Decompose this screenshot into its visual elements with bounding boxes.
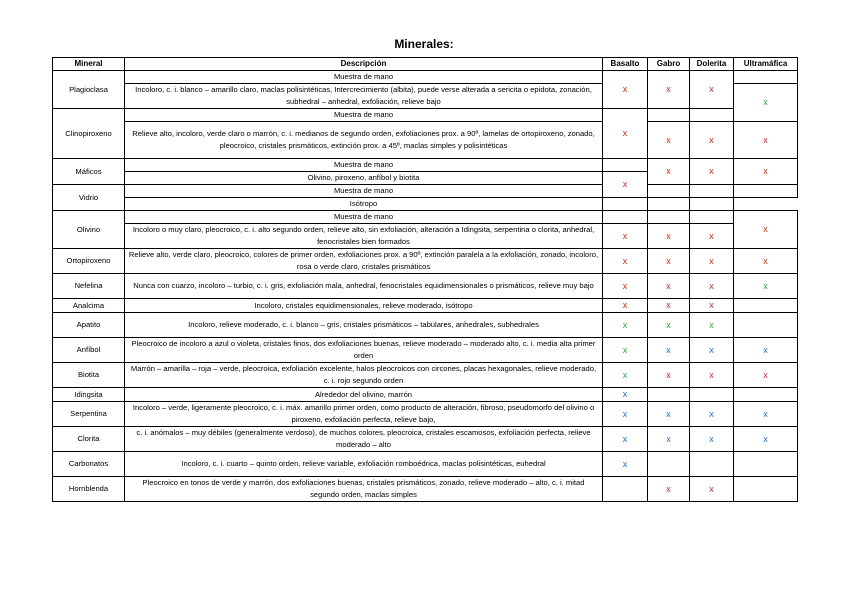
header-ultramafica: Ultramáfica [734, 58, 798, 71]
table-row [53, 185, 798, 198]
mineral-description: Incoloro o muy claro, pleocroico, c. i. alto segundo orden, relieve alto, sin exfoliación, alteración a Idingsita, serpentina o clorita, anhedral, fenocristales bien formados [125, 224, 603, 249]
table-row [53, 198, 798, 211]
mineral-name: Olivino [53, 211, 125, 249]
mark-x: x [763, 280, 768, 291]
mark-x: x [709, 433, 714, 444]
mineral-name: Apatito [53, 313, 125, 338]
mineral-description: c. i. anómalos – muy débiles (generalmente verdoso), de muchos colores, pleocroica, cristales escamosos, exfoliación perfecta, relieve moderado – alto [125, 427, 603, 452]
mark-x: x [763, 369, 768, 380]
mark-x: x [709, 230, 714, 241]
mineral-description: Incoloro – verde, ligeramente pleocroico, c. i. máx. amarillo primer orden, como producto de alteración, fibroso, pseudomorfo del olivino o piroxeno, exfoliación perfecta, relieve bajo, [125, 402, 603, 427]
mark-x: x [709, 280, 714, 291]
mark-x: x [709, 408, 714, 419]
mark-x: x [622, 84, 628, 94]
muestra-de-mano: Muestra de mano [125, 185, 603, 198]
mark-x: x [666, 408, 671, 419]
mineral-description: Isótropo [125, 198, 603, 211]
mineral-name: Ortopiroxeno [53, 249, 125, 274]
mineral-name: Clinopiroxeno [53, 109, 125, 159]
page-title: Minerales: [394, 37, 454, 51]
table-row [53, 299, 798, 313]
table-row [53, 122, 798, 159]
mark-x: x [622, 280, 628, 291]
table-row [53, 477, 798, 502]
mark-x: x [763, 433, 768, 444]
table-row [53, 338, 798, 363]
mark-x: x [622, 344, 628, 355]
mark-x: x [709, 300, 714, 310]
table-row [53, 109, 798, 122]
mineral-description: Nunca con cuarzo, incoloro – turbio, c. i. gris, exfoliación mala, anhedral, fenocristales equidimensionales o prismáticos, relieve muy bajo [125, 274, 603, 299]
mineral-description: Incoloro, c. i. cuarto – quinto orden, relieve variable, exfoliación romboédrica, maclas polisintéticas, euhedral [125, 452, 603, 477]
header-descripcion: Descripción [125, 58, 603, 71]
table-row [53, 313, 798, 338]
mark-x: x [763, 255, 768, 266]
table-row [53, 224, 798, 249]
mineral-description: Incoloro, c. i. blanco – amarillo claro, maclas polisintéticas, Intercrecimiento (albita), puede verse alterada a sericita o epidota, zonación, subhedral – anhedral, exfoliación, relieve bajo [125, 84, 603, 109]
table-row [53, 159, 798, 172]
muestra-de-mano: Muestra de mano [125, 109, 603, 122]
mark-x: x [666, 230, 671, 241]
mark-x: x [763, 134, 768, 145]
mark-x: x [709, 319, 714, 330]
header-mineral: Mineral [53, 58, 125, 71]
minerals-table [52, 57, 798, 502]
mark-x: x [666, 300, 671, 310]
muestra-de-mano: Muestra de mano [125, 71, 603, 84]
mineral-description: Marrón – amarilla – roja – verde, pleocroica, exfoliación excelente, halos pleocroicos con circones, placas hexagonales, relieve moderado, c. i. rojo segundo orden [125, 363, 603, 388]
mark-x: x [622, 389, 628, 399]
mineral-name: Analcima [53, 299, 125, 313]
mark-x: x [666, 433, 671, 444]
mineral-description: Incoloro, relieve moderado, c. i. blanco – gris, cristales prismáticos – tabulares, anhedrales, subhedrales [125, 313, 603, 338]
muestra-de-mano: Muestra de mano [125, 159, 603, 172]
mark-x: x [666, 134, 671, 145]
mark-x: x [709, 134, 714, 145]
mark-x: x [709, 166, 714, 176]
mineral-description: Pleocroico en tonos de verde y marrón, dos exfoliaciones buenas, cristales prismáticos, zonado, relieve moderado – alto, c. i. mitad segundo orden, maclas simples [125, 477, 603, 502]
mark-x: x [622, 255, 628, 266]
mark-x: x [763, 224, 768, 234]
mineral-description: Olivino, piroxeno, anfíbol y biotita [125, 172, 603, 185]
header-row [53, 58, 798, 71]
table-row [53, 427, 798, 452]
mark-x: x [709, 255, 714, 266]
table-row [53, 363, 798, 388]
mark-x: x [622, 458, 628, 469]
mark-x: x [622, 433, 628, 444]
header-gabro: Gabro [648, 58, 690, 71]
muestra-de-mano: Muestra de mano [125, 211, 603, 224]
mark-x: x [666, 84, 671, 94]
mineral-name: Anfíbol [53, 338, 125, 363]
mark-x: x [763, 344, 768, 355]
mineral-description: Alrededor del olivino, marrón [125, 388, 603, 402]
table-row [53, 71, 798, 84]
mark-x: x [666, 319, 671, 330]
header-dolerita: Dolerita [690, 58, 734, 71]
mineral-name: Serpentina [53, 402, 125, 427]
mark-x: x [622, 179, 628, 189]
mark-x: x [763, 408, 768, 419]
mineral-description: Relieve alto, verde claro, pleocroico, colores de primer orden, exfoliaciones prox. a 90º, extinción paralela a la exfoliación, zonado, incoloro, rosa o verde claro, cristales prismáticos [125, 249, 603, 274]
mark-x: x [622, 369, 628, 380]
mineral-name: Biotita [53, 363, 125, 388]
mark-x: x [666, 166, 671, 176]
mark-x: x [709, 84, 714, 94]
mark-x: x [622, 128, 628, 138]
table-row [53, 452, 798, 477]
mark-x: x [666, 483, 671, 494]
mark-x: x [622, 408, 628, 419]
table-row [53, 274, 798, 299]
mineral-name: Idingsita [53, 388, 125, 402]
mineral-name: Hornblenda [53, 477, 125, 502]
mineral-description: Relieve alto, incoloro, verde claro o marrón, c. i. medianos de segundo orden, exfoliaciones prox. a 90º, lamelas de ortopiroxeno, zonado, pleocroico, cristales prismáticos, extinción prox. a 45º, maclas simples y polisintéticas [125, 122, 603, 159]
mark-x: x [622, 300, 628, 310]
mineral-name: Clorita [53, 427, 125, 452]
mark-x: x [709, 344, 714, 355]
mark-x: x [666, 280, 671, 291]
mark-x: x [666, 255, 671, 266]
mineral-name: Vidrio [53, 185, 125, 211]
mark-x: x [622, 230, 628, 241]
mineral-name: Nefelina [53, 274, 125, 299]
mineral-name: Carbonatos [53, 452, 125, 477]
mark-x: x [666, 369, 671, 380]
table-row [53, 249, 798, 274]
mark-x: x [709, 369, 714, 380]
mineral-name: Plagioclasa [53, 71, 125, 109]
table-row [53, 402, 798, 427]
mineral-name: Máficos [53, 159, 125, 185]
table-row [53, 211, 798, 224]
mineral-description: Pleocroico de incoloro a azul o violeta, cristales finos, dos exfoliaciones buenas, relieve moderado – moderado alto, c. i. media alta primer orden [125, 338, 603, 363]
mark-x: x [763, 97, 768, 107]
mark-x: x [622, 319, 628, 330]
mark-x: x [763, 166, 768, 176]
mark-x: x [709, 483, 714, 494]
header-basalto: Basalto [603, 58, 648, 71]
table-row [53, 388, 798, 402]
mineral-description: Incoloro, cristales equidimensionales, relieve moderado, isótropo [125, 299, 603, 313]
mark-x: x [666, 344, 671, 355]
